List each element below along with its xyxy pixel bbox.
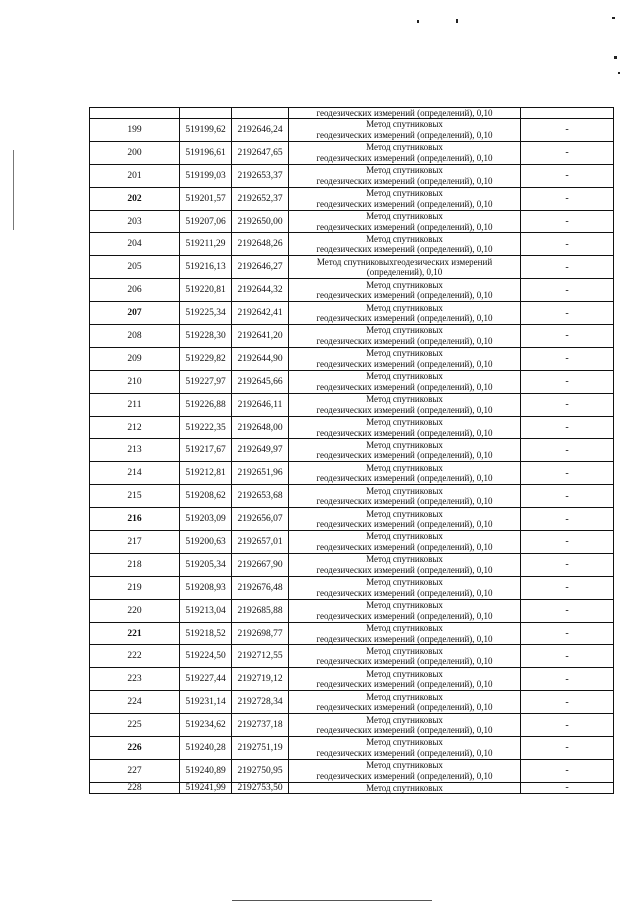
- cell-number: 222: [90, 645, 180, 667]
- cell-description: -: [521, 394, 614, 416]
- table-row: [90, 188, 614, 211]
- method-line-1: Метод спутниковых: [366, 668, 443, 679]
- method-line-2: геодезических измерений (определений), 0,10: [316, 244, 493, 255]
- footer-line: [232, 900, 432, 901]
- cell-x: 519212,81: [180, 462, 232, 484]
- cell-y: 2192712,55: [232, 645, 289, 667]
- cell-method: [289, 108, 521, 118]
- cell-description: -: [521, 211, 614, 233]
- cell-description: -: [521, 600, 614, 622]
- method-line-2: геодезических измерений (определений), 0,10: [316, 152, 493, 163]
- table-row: [90, 394, 614, 417]
- cell-y: 2192737,18: [232, 714, 289, 736]
- method-line-2: геодезических измерений (определений), 0,10: [316, 335, 493, 346]
- table-row: [90, 485, 614, 508]
- table-row: [90, 233, 614, 256]
- cell-x: 519203,09: [180, 508, 232, 530]
- table-row: [90, 554, 614, 577]
- table-row-continuation: [90, 108, 614, 119]
- cell-method: [289, 485, 521, 507]
- cell-method: [289, 577, 521, 599]
- cell-description: -: [521, 577, 614, 599]
- cell-description: -: [521, 256, 614, 278]
- cell-y: 2192657,01: [232, 531, 289, 553]
- cell-method: [289, 554, 521, 576]
- method-text: Метод спутниковых: [366, 782, 443, 793]
- cell-x: 519199,03: [180, 165, 232, 187]
- method-line-2: геодезических измерений (определений), 0,10: [316, 747, 493, 758]
- cell-x: 519208,62: [180, 485, 232, 507]
- cell-y: 2192649,97: [232, 439, 289, 461]
- cell-x: 519220,81: [180, 279, 232, 301]
- method-line-1: Метод спутниковых: [366, 462, 443, 473]
- table-row: [90, 577, 614, 600]
- method-line-1: Метод спутниковых: [366, 737, 443, 748]
- cell-x: 519222,35: [180, 417, 232, 439]
- method-line-2: геодезических измерений (определений), 0,10: [316, 702, 493, 713]
- cell-y: [232, 108, 289, 118]
- cell-y: 2192753,50: [232, 783, 289, 793]
- cell-y: 2192648,26: [232, 233, 289, 255]
- table-row: [90, 714, 614, 737]
- method-line-2: геодезических измерений (определений), 0,10: [316, 404, 493, 415]
- cell-description: -: [521, 783, 614, 793]
- cell-y: 2192644,32: [232, 279, 289, 301]
- cell-x: 519196,61: [180, 142, 232, 164]
- cell-description: -: [521, 508, 614, 530]
- cell-x: 519227,97: [180, 371, 232, 393]
- cell-number: [90, 108, 180, 118]
- cell-y: 2192645,66: [232, 371, 289, 393]
- cell-x: 519211,29: [180, 233, 232, 255]
- cell-number: 215: [90, 485, 180, 507]
- cell-x: 519213,04: [180, 600, 232, 622]
- cell-method: [289, 256, 521, 278]
- method-line-1: Метод спутниковых: [366, 394, 443, 405]
- method-line-1: Метод спутниковых: [366, 531, 443, 542]
- cell-x: 519199,62: [180, 119, 232, 141]
- cell-y: 2192646,24: [232, 119, 289, 141]
- cell-x: 519228,30: [180, 325, 232, 347]
- table-row: [90, 462, 614, 485]
- scan-speck: [612, 17, 615, 19]
- cell-x: 519229,82: [180, 348, 232, 370]
- cell-number: 204: [90, 233, 180, 255]
- scan-speck: [618, 72, 620, 74]
- cell-number: 209: [90, 348, 180, 370]
- cell-y: 2192750,95: [232, 760, 289, 782]
- cell-number: 200: [90, 142, 180, 164]
- method-line-1: Метод спутниковых: [366, 142, 443, 153]
- cell-description: -: [521, 760, 614, 782]
- cell-y: 2192676,48: [232, 577, 289, 599]
- method-line-1: Метод спутниковых: [366, 623, 443, 634]
- cell-method: [289, 691, 521, 713]
- cell-y: 2192653,37: [232, 165, 289, 187]
- table-row: [90, 325, 614, 348]
- method-line-1: Метод спутниковых: [366, 714, 443, 725]
- cell-description: -: [521, 188, 614, 210]
- method-line-2: геодезических измерений (определений), 0,10: [316, 610, 493, 621]
- cell-method: [289, 783, 521, 793]
- method-line-2: (определений), 0,10: [366, 267, 443, 278]
- cell-number: 202: [90, 188, 180, 210]
- cell-y: 2192647,65: [232, 142, 289, 164]
- method-line-1: Метод спутниковых: [366, 302, 443, 313]
- cell-method: [289, 142, 521, 164]
- cell-x: 519208,93: [180, 577, 232, 599]
- method-line-2: геодезических измерений (определений), 0,10: [316, 679, 493, 690]
- cell-number: 228: [90, 783, 180, 793]
- cell-number: 220: [90, 600, 180, 622]
- method-line-2: геодезических измерений (определений), 0,10: [316, 221, 493, 232]
- cell-y: 2192642,41: [232, 302, 289, 324]
- cell-method: [289, 211, 521, 233]
- cell-number: 207: [90, 302, 180, 324]
- cell-description: -: [521, 691, 614, 713]
- cell-y: 2192646,11: [232, 394, 289, 416]
- cell-description: [521, 108, 614, 118]
- cell-number: 221: [90, 623, 180, 645]
- cell-x: 519227,44: [180, 668, 232, 690]
- method-line-1: Метод спутниковыхгеодезических измерений: [316, 256, 493, 267]
- method-line-2: геодезических измерений (определений), 0,10: [316, 129, 493, 140]
- cell-x: 519240,89: [180, 760, 232, 782]
- cell-method: [289, 302, 521, 324]
- cell-number: 219: [90, 577, 180, 599]
- method-line-1: Метод спутниковых: [366, 600, 443, 611]
- method-line-2: геодезических измерений (определений), 0,10: [316, 381, 493, 392]
- scan-edge-line: [13, 150, 14, 230]
- method-line-2: геодезических измерений (определений), 0,10: [316, 175, 493, 186]
- method-line-2: геодезических измерений (определений), 0,10: [316, 198, 493, 209]
- cell-number: 218: [90, 554, 180, 576]
- cell-y: 2192656,07: [232, 508, 289, 530]
- method-line-2: геодезических измерений (определений), 0,10: [316, 427, 493, 438]
- table-row: [90, 165, 614, 188]
- table-row: [90, 371, 614, 394]
- table-row: [90, 211, 614, 234]
- cell-method: [289, 394, 521, 416]
- method-line-2: геодезических измерений (определений), 0,10: [316, 496, 493, 507]
- cell-x: 519216,13: [180, 256, 232, 278]
- cell-x: 519231,14: [180, 691, 232, 713]
- cell-x: 519217,67: [180, 439, 232, 461]
- cell-description: -: [521, 142, 614, 164]
- cell-description: -: [521, 462, 614, 484]
- table-row: [90, 417, 614, 440]
- table-row: [90, 668, 614, 691]
- method-line-1: Метод спутниковых: [366, 371, 443, 382]
- cell-y: 2192667,90: [232, 554, 289, 576]
- cell-description: -: [521, 279, 614, 301]
- cell-method: [289, 439, 521, 461]
- cell-x: 519224,50: [180, 645, 232, 667]
- cell-number: 205: [90, 256, 180, 278]
- method-line-1: Метод спутниковых: [366, 325, 443, 336]
- cell-description: -: [521, 325, 614, 347]
- method-line-1: Метод спутниковых: [366, 211, 443, 221]
- cell-y: 2192651,96: [232, 462, 289, 484]
- table-row: [90, 737, 614, 760]
- cell-number: 214: [90, 462, 180, 484]
- method-line-1: Метод спутниковых: [366, 417, 443, 428]
- method-line-2: геодезических измерений (определений), 0,10: [316, 725, 493, 736]
- method-line-2: геодезических измерений (определений), 0,10: [316, 358, 493, 369]
- cell-y: 2192641,20: [232, 325, 289, 347]
- cell-number: 212: [90, 417, 180, 439]
- cell-description: -: [521, 485, 614, 507]
- cell-method: [289, 668, 521, 690]
- cell-description: -: [521, 623, 614, 645]
- cell-description: -: [521, 554, 614, 576]
- method-line-2: геодезических измерений (определений), 0,10: [316, 519, 493, 530]
- method-line-2: геодезических измерений (определений), 0,10: [316, 656, 493, 667]
- cell-method: [289, 188, 521, 210]
- table-row: [90, 256, 614, 279]
- method-line-2: геодезических измерений (определений), 0,10: [316, 473, 493, 484]
- cell-y: 2192650,00: [232, 211, 289, 233]
- method-line-2: геодезических измерений (определений), 0,10: [316, 290, 493, 301]
- method-line-1: Метод спутниковых: [366, 165, 443, 176]
- cell-description: -: [521, 371, 614, 393]
- method-line-1: Метод спутниковых: [366, 188, 443, 199]
- cell-method: [289, 417, 521, 439]
- cell-number: 203: [90, 211, 180, 233]
- cell-y: 2192719,12: [232, 668, 289, 690]
- method-line-2: геодезических измерений (определений), 0,10: [316, 587, 493, 598]
- cell-number: 210: [90, 371, 180, 393]
- cell-number: 217: [90, 531, 180, 553]
- table-row: [90, 279, 614, 302]
- cell-method: [289, 462, 521, 484]
- cell-method: [289, 623, 521, 645]
- cell-number: 208: [90, 325, 180, 347]
- cell-description: -: [521, 302, 614, 324]
- cell-description: -: [521, 668, 614, 690]
- cell-description: -: [521, 417, 614, 439]
- cell-y: 2192653,68: [232, 485, 289, 507]
- method-line-2: геодезических измерений (определений), 0,10: [316, 450, 493, 461]
- cell-number: 224: [90, 691, 180, 713]
- cell-number: 225: [90, 714, 180, 736]
- cell-y: 2192728,34: [232, 691, 289, 713]
- cell-method: [289, 371, 521, 393]
- cell-x: 519200,63: [180, 531, 232, 553]
- table-row: [90, 302, 614, 325]
- method-line-1: Метод спутниковых: [366, 119, 443, 130]
- cell-description: -: [521, 714, 614, 736]
- cell-method: [289, 165, 521, 187]
- cell-x: 519218,52: [180, 623, 232, 645]
- method-line-1: Метод спутниковых: [366, 279, 443, 290]
- cell-description: -: [521, 348, 614, 370]
- cell-x: 519205,34: [180, 554, 232, 576]
- method-line-1: Метод спутниковых: [366, 760, 443, 771]
- table-row: [90, 691, 614, 714]
- cell-y: 2192685,88: [232, 600, 289, 622]
- cell-x: [180, 108, 232, 118]
- method-line-1: Метод спутниковых: [366, 577, 443, 588]
- cell-description: -: [521, 737, 614, 759]
- cell-number: 216: [90, 508, 180, 530]
- method-line-2: геодезических измерений (определений), 0,10: [316, 564, 493, 575]
- cell-y: 2192648,00: [232, 417, 289, 439]
- cell-x: 519201,57: [180, 188, 232, 210]
- method-line-2: геодезических измерений (определений), 0,10: [316, 541, 493, 552]
- cell-method: [289, 508, 521, 530]
- table-row: [90, 142, 614, 165]
- table-row: [90, 623, 614, 646]
- cell-description: -: [521, 119, 614, 141]
- table-row: [90, 645, 614, 668]
- cell-x: 519226,88: [180, 394, 232, 416]
- method-line-1: Метод спутниковых: [366, 554, 443, 565]
- table-row: [90, 119, 614, 142]
- table-row: [90, 531, 614, 554]
- method-line-1: Метод спутниковых: [366, 348, 443, 359]
- cell-number: 223: [90, 668, 180, 690]
- method-text: геодезических измерений (определений), 0,10: [316, 108, 493, 118]
- cell-number: 201: [90, 165, 180, 187]
- method-line-2: геодезических измерений (определений), 0,10: [316, 313, 493, 324]
- cell-method: [289, 737, 521, 759]
- cell-method: [289, 279, 521, 301]
- cell-y: 2192698,77: [232, 623, 289, 645]
- cell-method: [289, 233, 521, 255]
- cell-x: 519241,99: [180, 783, 232, 793]
- table-row: [90, 783, 614, 794]
- scan-speck: [456, 19, 458, 23]
- cell-number: 199: [90, 119, 180, 141]
- cell-number: 226: [90, 737, 180, 759]
- cell-y: 2192646,27: [232, 256, 289, 278]
- cell-y: 2192644,90: [232, 348, 289, 370]
- cell-method: [289, 714, 521, 736]
- cell-method: [289, 325, 521, 347]
- method-line-1: Метод спутниковых: [366, 439, 443, 450]
- cell-description: -: [521, 531, 614, 553]
- table-row: [90, 760, 614, 783]
- method-line-1: Метод спутниковых: [366, 691, 443, 702]
- method-line-2: геодезических измерений (определений), 0,10: [316, 633, 493, 644]
- cell-number: 213: [90, 439, 180, 461]
- cell-description: -: [521, 165, 614, 187]
- cell-x: 519207,06: [180, 211, 232, 233]
- cell-y: 2192652,37: [232, 188, 289, 210]
- cell-method: [289, 600, 521, 622]
- cell-method: [289, 760, 521, 782]
- cell-x: 519240,28: [180, 737, 232, 759]
- table-row: [90, 600, 614, 623]
- method-line-1: Метод спутниковых: [366, 645, 443, 656]
- method-line-1: Метод спутниковых: [366, 508, 443, 519]
- cell-number: 211: [90, 394, 180, 416]
- cell-method: [289, 531, 521, 553]
- table-row: [90, 439, 614, 462]
- coordinates-table: [89, 107, 614, 794]
- cell-description: -: [521, 439, 614, 461]
- scan-speck: [417, 20, 419, 23]
- cell-number: 227: [90, 760, 180, 782]
- cell-description: -: [521, 645, 614, 667]
- cell-description: -: [521, 233, 614, 255]
- cell-number: 206: [90, 279, 180, 301]
- cell-method: [289, 348, 521, 370]
- table-row: [90, 508, 614, 531]
- cell-method: [289, 119, 521, 141]
- table-row: [90, 348, 614, 371]
- cell-y: 2192751,19: [232, 737, 289, 759]
- cell-method: [289, 645, 521, 667]
- scan-speck: [614, 56, 617, 59]
- cell-x: 519225,34: [180, 302, 232, 324]
- method-line-1: Метод спутниковых: [366, 233, 443, 244]
- method-line-2: геодезических измерений (определений), 0,10: [316, 770, 493, 781]
- method-line-1: Метод спутниковых: [366, 485, 443, 496]
- cell-x: 519234,62: [180, 714, 232, 736]
